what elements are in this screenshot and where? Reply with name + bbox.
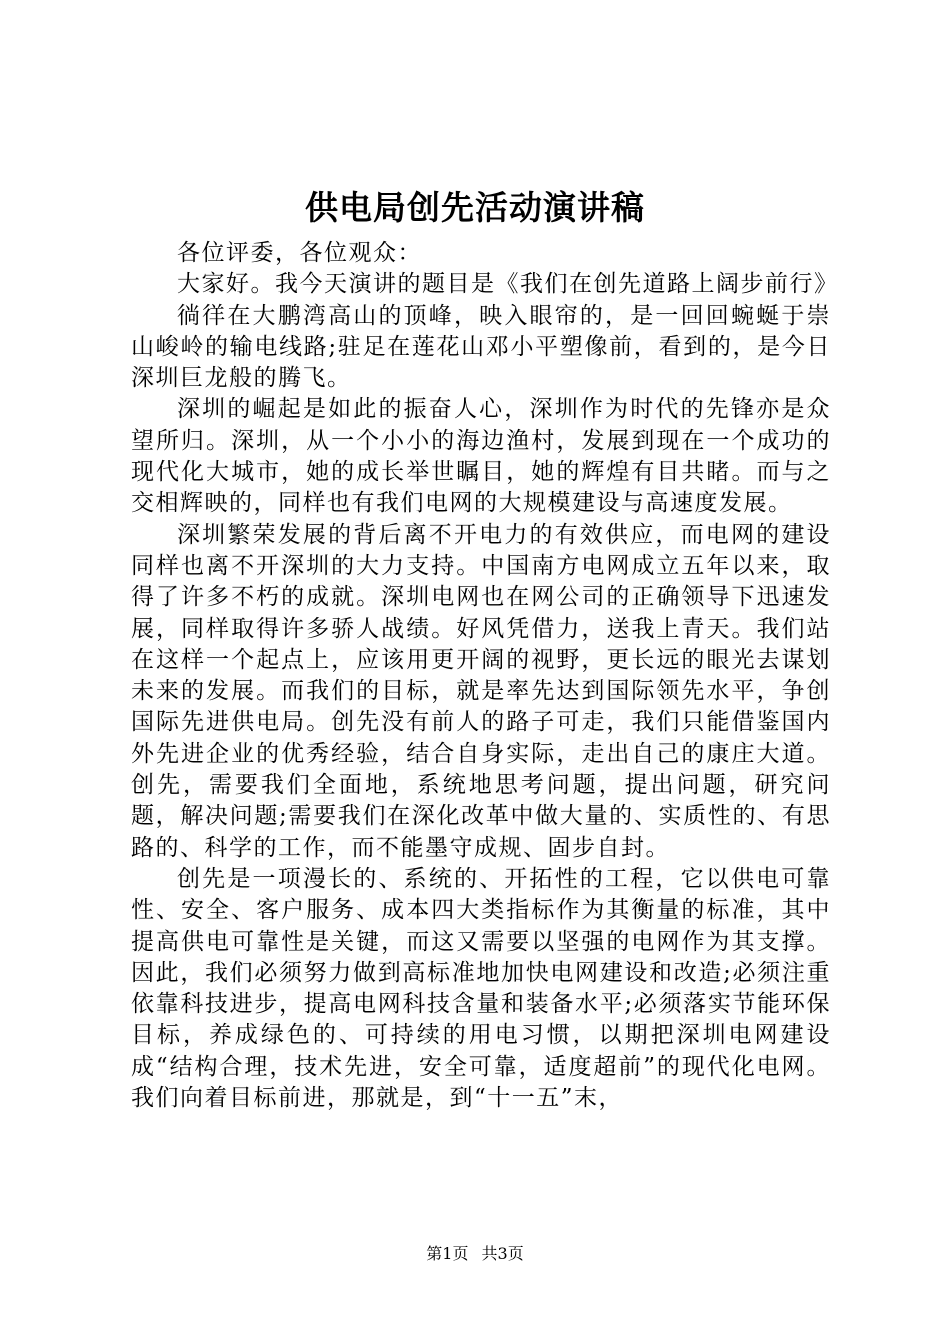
paragraph: 创先是一项漫长的、系统的、开拓性的工程，它以供电可靠性、安全、客户服务、成本四大类指标作为其衡量的标准，其中提高供电可靠性是关键，而这又需要以坚强的电网作为其支撑。因此，我们必须努力做到高标准地加快电网建设和改造;必须注重依靠科技进步，提高电网科技含量和装备水平;必须落实节能环保目标，养成绿色的、可持续的用电习惯，以期把深圳电网建设成“结构合理，技术先进，安全可靠，适度超前”的现代化电网。我们向着目标前进，那就是，到“十一五”末， [131,865,831,1112]
paragraph-salutation: 各位评委，各位观众： [177,240,422,266]
page-title: 供电局创先活动演讲稿 [305,188,645,227]
paragraph-greeting: 大家好。我今天演讲的题目是《我们在创先道路上阔步前行》 [177,271,839,298]
paragraph: 深圳繁荣发展的背后离不开电力的有效供应，而电网的建设同样也离不开深圳的大力支持。中国南方电网成立五年以来，取得了许多不朽的成就。深圳电网也在网公司的正确领导下迅速发展，同样取得许多骄人战绩。好风凭借力，送我上青天。我们站在这样一个起点上，应该用更开阔的视野，更长远的眼光去谋划未来的发展。而我们的目标，就是率先达到国际领先水平，争创国际先进供电局。创先没有前人的路子可走，我们只能借鉴国内外先进企业的优秀经验，结合自身实际，走出自己的康庄大道。创先，需要我们全面地，系统地思考问题，提出问题，研究问题，解决问题;需要我们在深化改革中做大量的、实质性的、有思路的、科学的工作，而不能墨守成规、固步自封。 [131,521,831,861]
page-footer [0,1243,950,1265]
page-count: 共3页 [481,1244,524,1263]
paragraph: 徜徉在大鹏湾高山的顶峰，映入眼帘的，是一回回蜿蜒于崇山峻岭的输电线路;驻足在莲花山邓小平塑像前，看到的，是今日深圳巨龙般的腾飞。 [131,302,831,392]
page-number: 第1页 [426,1244,469,1263]
paragraph: 深圳的崛起是如此的振奋人心，深圳作为时代的先锋亦是众望所归。深圳，从一个小小的海边渔村，发展到现在一个成功的现代化大城市，她的成长举世瞩目，她的辉煌有目共睹。而与之交相辉映的，同样也有我们电网的大规模建设与高速度发展。 [131,396,831,517]
document-body [131,238,839,1114]
